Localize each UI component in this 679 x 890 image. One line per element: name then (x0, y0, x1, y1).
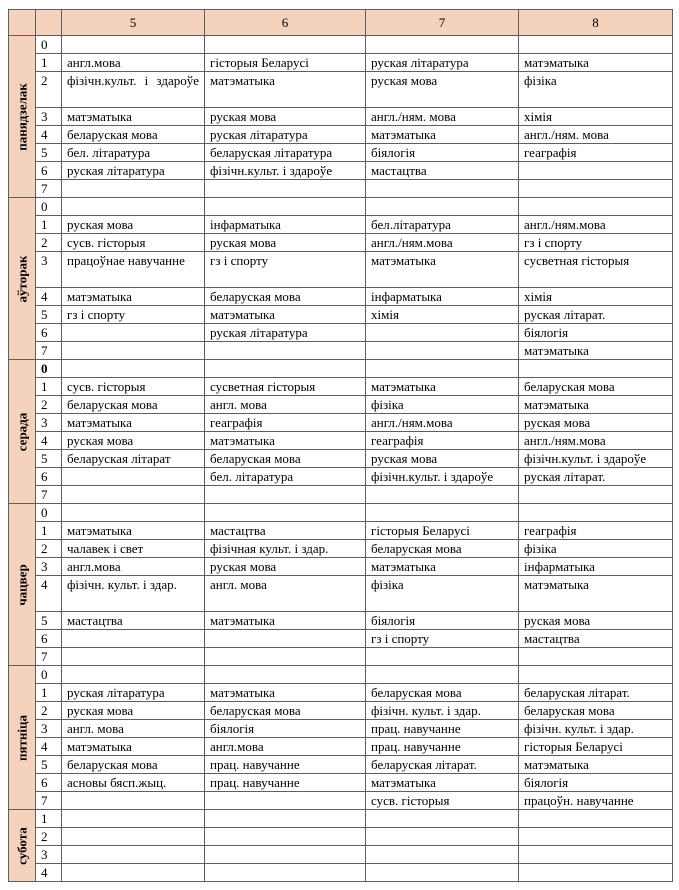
subject-cell (62, 504, 205, 522)
subject-cell: мастацтва (205, 522, 366, 540)
schedule-row (9, 180, 673, 198)
schedule-row (9, 720, 673, 738)
lesson-number: 0 (36, 666, 62, 684)
schedule-row (9, 324, 673, 342)
subject-cell: сусв. гісторыя (366, 792, 519, 810)
subject-cell: матэматыка (62, 288, 205, 306)
subject-cell: гз і спорту (519, 234, 673, 252)
subject-cell: гз і спорту (205, 252, 366, 288)
schedule-row (9, 108, 673, 126)
subject-cell: руская літаратура (205, 324, 366, 342)
subject-cell: фізічн.культ. і здароўе (366, 468, 519, 486)
day-label (9, 198, 36, 360)
subject-cell: фізіка (519, 72, 673, 108)
subject-cell: геаграфія (205, 414, 366, 432)
schedule-row (9, 630, 673, 648)
lesson-number: 3 (36, 252, 62, 288)
lesson-number: 1 (36, 684, 62, 702)
subject-cell: англ./ням.мова (519, 432, 673, 450)
subject-cell (205, 486, 366, 504)
subject-cell (62, 324, 205, 342)
subject-cell (62, 648, 205, 666)
subject-cell (62, 792, 205, 810)
day-label (9, 504, 36, 666)
subject-cell (62, 486, 205, 504)
subject-cell (366, 846, 519, 864)
lesson-number: 1 (36, 522, 62, 540)
grade-header: 8 (519, 10, 673, 36)
lesson-number: 1 (36, 378, 62, 396)
lesson-number: 1 (36, 54, 62, 72)
lesson-number: 0 (36, 504, 62, 522)
schedule-row (9, 72, 673, 108)
subject-cell (205, 864, 366, 882)
lesson-number: 5 (36, 306, 62, 324)
day-name: серада (14, 412, 30, 451)
lesson-number: 0 (36, 36, 62, 54)
subject-cell: беларуская мова (205, 450, 366, 468)
schedule-row (9, 864, 673, 882)
subject-cell: матэматыка (205, 684, 366, 702)
subject-cell: фізічн. культ. і здар. (519, 720, 673, 738)
schedule-row (9, 126, 673, 144)
subject-cell (205, 180, 366, 198)
schedule-row (9, 648, 673, 666)
subject-cell: фізіка (519, 540, 673, 558)
subject-cell: гісторыя Беларусі (205, 54, 366, 72)
lesson-number: 2 (36, 234, 62, 252)
subject-cell: гз і спорту (366, 630, 519, 648)
subject-cell: гз і спорту (62, 306, 205, 324)
subject-cell: біялогія (205, 720, 366, 738)
subject-cell: фізічн. культ. і здар. (366, 702, 519, 720)
subject-cell (62, 342, 205, 360)
subject-cell (519, 828, 673, 846)
schedule-row (9, 378, 673, 396)
schedule-row (9, 144, 673, 162)
lesson-number: 6 (36, 630, 62, 648)
lesson-number: 2 (36, 396, 62, 414)
subject-cell: руская мова (366, 72, 519, 108)
subject-cell: фізічн. культ. і здар. (62, 576, 205, 612)
subject-cell (205, 792, 366, 810)
day-name: чацвер (14, 563, 30, 606)
subject-cell (205, 504, 366, 522)
subject-cell (366, 324, 519, 342)
subject-cell: англ./ням.мова (519, 216, 673, 234)
day-label (9, 666, 36, 810)
subject-cell: беларуская літарат. (519, 684, 673, 702)
subject-cell: гісторыя Беларусі (519, 738, 673, 756)
subject-cell: матэматыка (205, 306, 366, 324)
subject-cell: хімія (519, 288, 673, 306)
subject-cell: матэматыка (366, 558, 519, 576)
schedule-body (9, 36, 673, 882)
subject-cell: матэматыка (366, 774, 519, 792)
schedule-row (9, 612, 673, 630)
subject-cell: матэматыка (366, 378, 519, 396)
header-row (9, 10, 673, 36)
subject-cell: сусв. гісторыя (62, 234, 205, 252)
subject-cell: беларуская мова (519, 378, 673, 396)
subject-cell: матэматыка (519, 396, 673, 414)
grade-header: 5 (62, 10, 205, 36)
schedule-row (9, 288, 673, 306)
subject-cell (366, 666, 519, 684)
schedule-row (9, 702, 673, 720)
lesson-number: 4 (36, 864, 62, 882)
subject-cell (205, 846, 366, 864)
subject-cell (366, 648, 519, 666)
schedule-row (9, 54, 673, 72)
schedule-row (9, 684, 673, 702)
subject-cell: прац. навучанне (205, 756, 366, 774)
schedule-row (9, 36, 673, 54)
subject-cell: бел.літаратура (366, 216, 519, 234)
grade-header: 6 (205, 10, 366, 36)
subject-cell: беларуская мова (205, 702, 366, 720)
subject-cell: мастацтва (366, 162, 519, 180)
schedule-row (9, 306, 673, 324)
subject-cell: фізічн.культ. і здароўе (519, 450, 673, 468)
subject-cell (366, 198, 519, 216)
lesson-number: 5 (36, 612, 62, 630)
subject-cell (366, 486, 519, 504)
lesson-number: 3 (36, 108, 62, 126)
subject-cell: англ. мова (62, 720, 205, 738)
subject-cell: інфарматыка (519, 558, 673, 576)
subject-cell: руская літаратура (62, 684, 205, 702)
subject-cell (62, 360, 205, 378)
lesson-number: 4 (36, 126, 62, 144)
lesson-number: 0 (36, 360, 62, 378)
subject-cell (62, 180, 205, 198)
subject-cell (519, 198, 673, 216)
subject-cell (519, 180, 673, 198)
header-corner (9, 10, 36, 36)
subject-cell (205, 360, 366, 378)
lesson-number: 7 (36, 792, 62, 810)
subject-cell: асновы бясп.жыц. (62, 774, 205, 792)
lesson-number: 5 (36, 144, 62, 162)
subject-cell: англ.мова (205, 738, 366, 756)
schedule-table (8, 9, 673, 882)
subject-cell: матэматыка (519, 756, 673, 774)
subject-cell: матэматыка (62, 414, 205, 432)
subject-cell (519, 810, 673, 828)
header-corner (36, 10, 62, 36)
subject-cell (366, 36, 519, 54)
lesson-number: 2 (36, 540, 62, 558)
subject-cell: геаграфія (519, 144, 673, 162)
subject-cell (519, 504, 673, 522)
lesson-number: 4 (36, 576, 62, 612)
subject-cell (62, 198, 205, 216)
subject-cell: біялогія (519, 774, 673, 792)
subject-cell (205, 198, 366, 216)
subject-cell (62, 864, 205, 882)
schedule-row (9, 738, 673, 756)
day-label (9, 360, 36, 504)
lesson-number: 3 (36, 846, 62, 864)
subject-cell: прац. навучанне (205, 774, 366, 792)
schedule-row (9, 486, 673, 504)
subject-cell: прац. навучанне (366, 720, 519, 738)
schedule-row (9, 234, 673, 252)
subject-cell: матэматыка (205, 432, 366, 450)
lesson-number: 1 (36, 810, 62, 828)
schedule-row (9, 666, 673, 684)
subject-cell: руская літаратура (205, 126, 366, 144)
subject-cell: англ.мова (62, 54, 205, 72)
subject-cell (519, 486, 673, 504)
subject-cell: англ. мова (205, 576, 366, 612)
subject-cell: руская літарат. (519, 306, 673, 324)
subject-cell: руская мова (205, 234, 366, 252)
schedule-row (9, 540, 673, 558)
lesson-number: 4 (36, 432, 62, 450)
schedule-row (9, 414, 673, 432)
schedule-row (9, 432, 673, 450)
subject-cell: англ./ням.мова (366, 234, 519, 252)
subject-cell: беларуская мова (62, 396, 205, 414)
subject-cell: сусветная гісторыя (519, 252, 673, 288)
lesson-number: 3 (36, 720, 62, 738)
subject-cell: англ. мова (205, 396, 366, 414)
schedule-row (9, 576, 673, 612)
day-label (9, 810, 36, 882)
subject-cell (366, 828, 519, 846)
day-name: панядзелак (14, 82, 30, 151)
subject-cell: руская літаратура (62, 162, 205, 180)
subject-cell (366, 342, 519, 360)
subject-cell: руская літарат. (519, 468, 673, 486)
lesson-number: 7 (36, 486, 62, 504)
subject-cell: інфарматыка (205, 216, 366, 234)
subject-cell (519, 36, 673, 54)
subject-cell (519, 648, 673, 666)
subject-cell: матэматыка (205, 72, 366, 108)
schedule-row (9, 756, 673, 774)
schedule-row (9, 396, 673, 414)
subject-cell: матэматыка (519, 576, 673, 612)
schedule-row (9, 342, 673, 360)
subject-cell: англ./ням. мова (519, 126, 673, 144)
subject-cell: хімія (519, 108, 673, 126)
subject-cell: сусветная гісторыя (205, 378, 366, 396)
subject-cell (519, 162, 673, 180)
subject-cell (205, 342, 366, 360)
subject-cell: матэматыка (62, 108, 205, 126)
subject-cell (519, 666, 673, 684)
subject-cell: бел. літаратура (205, 468, 366, 486)
lesson-number: 0 (36, 198, 62, 216)
subject-cell: англ.мова (62, 558, 205, 576)
subject-cell: матэматыка (519, 54, 673, 72)
subject-cell: руская мова (519, 414, 673, 432)
subject-cell (62, 810, 205, 828)
lesson-number: 5 (36, 450, 62, 468)
lesson-number: 6 (36, 774, 62, 792)
subject-cell: працоўн. навучанне (519, 792, 673, 810)
subject-cell (205, 648, 366, 666)
lesson-number: 3 (36, 414, 62, 432)
subject-cell: чалавек і свет (62, 540, 205, 558)
schedule-row (9, 558, 673, 576)
lesson-number: 2 (36, 702, 62, 720)
subject-cell: беларуская мова (366, 684, 519, 702)
schedule-row (9, 468, 673, 486)
subject-cell: беларуская мова (366, 540, 519, 558)
subject-cell: геаграфія (519, 522, 673, 540)
day-name: субота (14, 826, 30, 865)
subject-cell (62, 468, 205, 486)
subject-cell (62, 630, 205, 648)
day-label (9, 36, 36, 198)
subject-cell: руская мова (519, 612, 673, 630)
subject-cell: руская літаратура (366, 54, 519, 72)
schedule-row (9, 162, 673, 180)
lesson-number: 6 (36, 324, 62, 342)
lesson-number: 4 (36, 288, 62, 306)
subject-cell: беларуская мова (205, 288, 366, 306)
subject-cell: інфарматыка (366, 288, 519, 306)
subject-cell (366, 360, 519, 378)
lesson-number: 1 (36, 216, 62, 234)
schedule-row (9, 252, 673, 288)
subject-cell: біялогія (366, 144, 519, 162)
schedule-row (9, 450, 673, 468)
subject-cell: руская мова (366, 450, 519, 468)
subject-cell: руская мова (62, 702, 205, 720)
subject-cell: хімія (366, 306, 519, 324)
subject-cell: фізічная культ. і здар. (205, 540, 366, 558)
subject-cell (519, 360, 673, 378)
subject-cell (205, 630, 366, 648)
subject-cell: мастацтва (62, 612, 205, 630)
subject-cell: беларуская літарат. (366, 756, 519, 774)
subject-cell: біялогія (519, 324, 673, 342)
schedule-row (9, 360, 673, 378)
subject-cell: біялогія (366, 612, 519, 630)
subject-cell: мастацтва (519, 630, 673, 648)
subject-cell: беларуская літаратура (205, 144, 366, 162)
lesson-number: 6 (36, 162, 62, 180)
subject-cell (366, 864, 519, 882)
subject-cell: матэматыка (205, 612, 366, 630)
lesson-number: 7 (36, 342, 62, 360)
day-name: пятніца (14, 714, 30, 761)
subject-cell (205, 828, 366, 846)
schedule-row (9, 216, 673, 234)
lesson-number: 7 (36, 180, 62, 198)
schedule-row (9, 792, 673, 810)
grade-header: 7 (366, 10, 519, 36)
subject-cell: матэматыка (62, 738, 205, 756)
subject-cell (205, 36, 366, 54)
subject-cell: англ./ням. мова (366, 108, 519, 126)
subject-cell: працоўнае навучанне (62, 252, 205, 288)
subject-cell (366, 180, 519, 198)
lesson-number: 3 (36, 558, 62, 576)
schedule-row (9, 846, 673, 864)
schedule-row (9, 828, 673, 846)
subject-cell (366, 504, 519, 522)
subject-cell: беларуская мова (519, 702, 673, 720)
subject-cell: прац. навучанне (366, 738, 519, 756)
lesson-number: 4 (36, 738, 62, 756)
schedule-row (9, 810, 673, 828)
subject-cell: руская мова (62, 216, 205, 234)
subject-cell (62, 36, 205, 54)
subject-cell: матэматыка (519, 342, 673, 360)
subject-cell: матэматыка (366, 252, 519, 288)
subject-cell: матэматыка (366, 126, 519, 144)
subject-cell: руская мова (205, 558, 366, 576)
subject-cell: фізічн.культ. і здароўе (205, 162, 366, 180)
subject-cell: беларуская мова (62, 126, 205, 144)
subject-cell: фізіка (366, 396, 519, 414)
subject-cell: геаграфія (366, 432, 519, 450)
subject-cell: гісторыя Беларусі (366, 522, 519, 540)
subject-cell: руская мова (62, 432, 205, 450)
subject-cell: руская мова (205, 108, 366, 126)
lesson-number: 2 (36, 828, 62, 846)
subject-cell (62, 828, 205, 846)
subject-cell (519, 846, 673, 864)
subject-cell: матэматыка (62, 522, 205, 540)
subject-cell (62, 846, 205, 864)
subject-cell (366, 810, 519, 828)
subject-cell (205, 810, 366, 828)
schedule-row (9, 504, 673, 522)
subject-cell: англ./ням.мова (366, 414, 519, 432)
schedule-row (9, 522, 673, 540)
day-name: аўторак (14, 255, 30, 302)
subject-cell: сусв. гісторыя (62, 378, 205, 396)
subject-cell: бел. літаратура (62, 144, 205, 162)
schedule-row (9, 774, 673, 792)
schedule-row (9, 198, 673, 216)
subject-cell: беларуская мова (62, 756, 205, 774)
subject-cell (519, 864, 673, 882)
subject-cell: фізіка (366, 576, 519, 612)
lesson-number: 2 (36, 72, 62, 108)
lesson-number: 5 (36, 756, 62, 774)
lesson-number: 6 (36, 468, 62, 486)
lesson-number: 7 (36, 648, 62, 666)
subject-cell (62, 666, 205, 684)
subject-cell: беларуская літарат (62, 450, 205, 468)
subject-cell: фізічн.культ. і здароўе (62, 72, 205, 108)
subject-cell (205, 666, 366, 684)
